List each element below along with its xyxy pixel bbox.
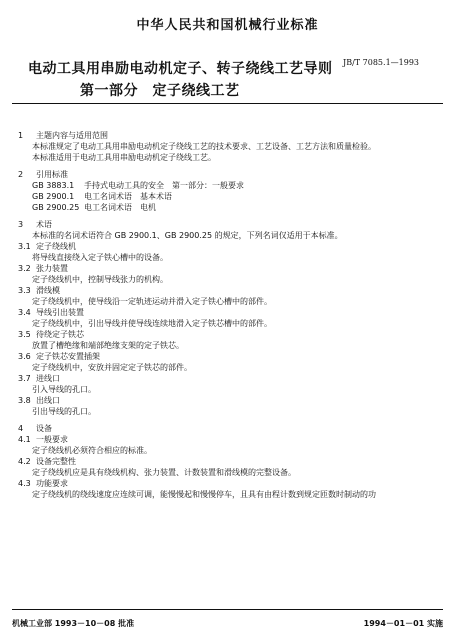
paragraph-text: 定子绕线机的绕线速度应连续可调，能慢慢起和慢慢停车，且具有由程计数到规定匝数时制动的功 (32, 490, 376, 499)
paragraph-text: 定子绕线机中，安放并固定定子铁芯的部件。 (32, 363, 192, 372)
section-heading (18, 219, 436, 230)
paragraph-text: 定子绕线机中，使导线沿一定轨迹运动并滑入定子铁心槽中的部件。 (32, 297, 272, 306)
footer-rule (12, 609, 443, 610)
paragraph-line (18, 467, 436, 478)
paragraph-line (18, 141, 436, 152)
paragraph-line (18, 191, 436, 202)
section-title: 导线引出装置 (36, 308, 84, 317)
section-title: 设备 (36, 424, 52, 433)
section-number: 4.1 (18, 435, 31, 444)
paragraph-text: 电工名词术语 基本术语 (84, 192, 172, 201)
section-number: 2 (18, 170, 24, 179)
paragraph-line (18, 340, 436, 351)
section-title: 定子绕线机 (36, 242, 76, 251)
section-heading (18, 395, 436, 406)
reference-standard-number: GB 2900.25 (32, 203, 80, 212)
paragraph-line (18, 230, 436, 241)
paragraph-text: 本标准规定了电动工具用串励电动机定子绕线工艺的技术要求、工艺设备、工艺方法和质量检验。 (32, 142, 376, 151)
paragraph-text: 定子绕线机中，控制导线张力的机构。 (32, 275, 168, 284)
section-heading (18, 456, 436, 467)
paragraph-text: 定子绕线机应是具有绕线机构、张力装置、计数装置和滑线模的完整设备。 (32, 468, 296, 477)
paragraph-line (18, 406, 436, 417)
paragraph-line (18, 445, 436, 456)
section-heading (18, 130, 436, 141)
paragraph-line (18, 152, 436, 163)
paragraph-text: 电工名词术语 电机 (84, 203, 156, 212)
section-title: 设备完整性 (36, 457, 76, 466)
section-number: 3.4 (18, 308, 31, 317)
paragraph-text: 引入导线的孔口。 (32, 385, 96, 394)
document-subtitle: 第一部分 定子绕线工艺 (80, 83, 240, 99)
section-title: 主题内容与适用范围 (36, 131, 108, 140)
paragraph-line (18, 362, 436, 373)
reference-standard-number: GB 3883.1 (32, 181, 75, 190)
section-number: 4.2 (18, 457, 31, 466)
paragraph-text: 将导线直接绕入定子铁心槽中的设备。 (32, 253, 168, 262)
paragraph-text: 引出导线的孔口。 (32, 407, 96, 416)
standard-class-header: 中华人民共和国机械行业标准 (136, 18, 319, 33)
paragraph-line (18, 202, 436, 213)
paragraph-line (18, 384, 436, 395)
paragraph-text: 定子绕线机中，引出导线并使导线连续地滑入定子铁芯槽中的部件。 (32, 319, 272, 328)
section-title: 定子铁芯安置插架 (36, 352, 100, 361)
paragraph-text: 本标准的名词术语符合 GB 2900.1、GB 2900.25 的规定，下列名词仅适用于本标准。 (32, 231, 343, 240)
section-number: 3 (18, 220, 24, 229)
paragraph-line (18, 274, 436, 285)
paragraph-line (18, 296, 436, 307)
section-title: 功能要求 (36, 479, 68, 488)
section-heading (18, 263, 436, 274)
section-heading (18, 423, 436, 434)
approval-text: 机械工业部 1993－10－08 批准 (12, 619, 135, 628)
section-title: 滑线模 (36, 286, 60, 295)
section-heading (18, 434, 436, 445)
section-title: 引用标准 (36, 170, 68, 179)
paragraph-text: 定子绕线机必须符合相应的标准。 (32, 446, 152, 455)
section-number: 3.8 (18, 396, 31, 405)
paragraph-line (18, 180, 436, 191)
section-number: 3.2 (18, 264, 31, 273)
paragraph-line (18, 252, 436, 263)
section-number: 4.3 (18, 479, 31, 488)
header-rule (12, 103, 443, 104)
document-body (18, 130, 436, 500)
section-number: 3.6 (18, 352, 31, 361)
section-heading (18, 285, 436, 296)
standard-number: JB/T 7085.1—1993 (343, 58, 420, 67)
section-title: 进线口 (36, 374, 60, 383)
implementation-text: 1994－01－01 实施 (363, 619, 443, 628)
section-number: 3.3 (18, 286, 31, 295)
paragraph-line (18, 318, 436, 329)
section-title: 一般要求 (36, 435, 68, 444)
section-heading (18, 169, 436, 180)
section-heading (18, 329, 436, 340)
section-heading (18, 351, 436, 362)
section-number: 3.7 (18, 374, 31, 383)
section-heading (18, 478, 436, 489)
section-title: 术语 (36, 220, 52, 229)
section-number: 4 (18, 424, 24, 433)
reference-standard-number: GB 2900.1 (32, 192, 75, 201)
paragraph-line (18, 489, 436, 500)
section-heading (18, 241, 436, 252)
paragraph-text: 放置了槽绝缘和端部绝缘支架的定子铁芯。 (32, 341, 184, 350)
section-title: 出线口 (36, 396, 60, 405)
section-number: 3.1 (18, 242, 31, 251)
section-heading (18, 373, 436, 384)
document-title: 电动工具用串励电动机定子、转子绕线工艺导则 (28, 61, 333, 77)
section-title: 张力装置 (36, 264, 68, 273)
section-title: 待绕定子铁芯 (36, 330, 84, 339)
section-number: 1 (18, 131, 24, 140)
section-number: 3.5 (18, 330, 31, 339)
section-heading (18, 307, 436, 318)
paragraph-text: 手持式电动工具的安全 第一部分：一般要求 (84, 181, 244, 190)
paragraph-text: 本标准适用于电动工具用串励电动机定子绕线工艺。 (32, 153, 216, 162)
